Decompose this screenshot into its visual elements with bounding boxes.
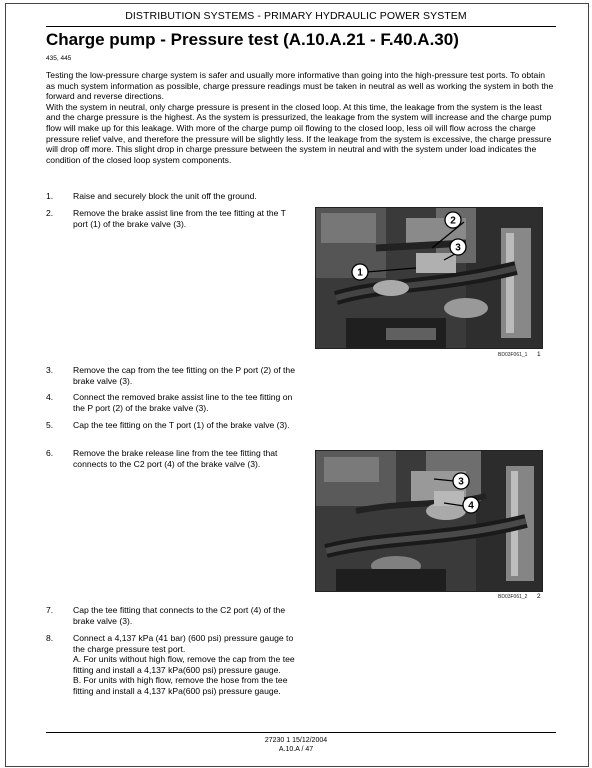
intro-text xyxy=(46,70,556,165)
header-rule xyxy=(46,26,556,27)
intro-paragraph: With the system in neutral, only charge pressure is present in the closed loop. At this time, the leakage from the system is the least and the charge pressure is the highest. As the system is pressurized, the leakage from the system will increase and the charge pump flow will make up for this leakage. With more of the charge pump oil flowing to the closed loop, less oil will flow across the charge pressure relief valve, and therefore the pressure will be slightly less. If the leakage from the system is excessive, the charge pressure will drop off more. This slight drop in charge pressure between the system in neutral and with the system under load indicates the condition of the closed loop system components. xyxy=(46,101,552,165)
step-text: Cap the tee fitting on the T port (1) of the brake valve (3). xyxy=(73,420,290,430)
figure-2-illustration xyxy=(316,451,542,591)
step-substep-a: A. For units without high flow, remove the cap from the tee fitting and install a 4,137 kPa(600 psi) pressure gauge. xyxy=(73,654,295,675)
figure-2-number: 2 xyxy=(537,593,541,600)
callout-2: 2 xyxy=(450,215,456,227)
step-number: 1. xyxy=(46,191,54,201)
figure-1-label: BD03F061_1 xyxy=(498,352,528,358)
model-codes: 435, 445 xyxy=(46,55,72,62)
step-text: Connect the removed brake assist line to the tee fitting on the P port (2) of the brake valve (3). xyxy=(73,392,293,413)
step-number: 6. xyxy=(46,448,54,458)
step-text: Remove the brake release line from the tee fitting that connects to the C2 port (4) of the brake valve (3). xyxy=(73,448,278,469)
footer-doc-id: 27230 1 15/12/2004 xyxy=(264,737,328,744)
figure-1-photo xyxy=(315,207,543,349)
step-number: 4. xyxy=(46,392,54,402)
step-number: 7. xyxy=(46,605,54,615)
intro-paragraph: Testing the low-pressure charge system is safer and usually more informative than going into the high-pressure test ports. To obtain as much system information as possible, charge pressure readings must be taken in neutral as well as working the system in both the forward and reverse directions. xyxy=(46,70,554,102)
step-number: 3. xyxy=(46,365,54,375)
callout-3: 3 xyxy=(455,242,461,254)
running-header: DISTRIBUTION SYSTEMS - PRIMARY HYDRAULIC POWER SYSTEM xyxy=(125,10,467,22)
step-number: 8. xyxy=(46,633,54,643)
figure-1-illustration xyxy=(316,208,542,348)
step-substep-b: B. For units with high flow, remove the hose from the tee fitting and install a 4,137 kPa(600 psi) pressure gauge. xyxy=(73,675,288,696)
page-title: Charge pump - Pressure test (A.10.A.21 - F.40.A.30) xyxy=(46,30,459,49)
callout-4: 4 xyxy=(468,500,474,512)
step-text: Remove the cap from the tee fitting on the P port (2) of the brake valve (3). xyxy=(73,365,295,386)
step-text: Raise and securely block the unit off the ground. xyxy=(73,191,257,201)
step-text: Connect a 4,137 kPa (41 bar) (600 psi) pressure gauge to the charge pressure test port. xyxy=(73,633,294,654)
figure-2-label: BD03F061_2 xyxy=(498,594,528,600)
step-text: Cap the tee fitting that connects to the C2 port (4) of the brake valve (3). xyxy=(73,605,286,626)
step-text: Remove the brake assist line from the tee fitting at the T port (1) of the brake valve (3). xyxy=(73,208,286,229)
step-number: 2. xyxy=(46,208,54,218)
step-number: 5. xyxy=(46,420,54,430)
figure-2-photo xyxy=(315,450,543,592)
figure-1-number: 1 xyxy=(537,351,541,358)
callout-3: 3 xyxy=(458,476,464,488)
footer-rule xyxy=(46,732,556,733)
callout-1: 1 xyxy=(357,267,363,279)
footer-page-number: A.10.A / 47 xyxy=(278,746,314,753)
